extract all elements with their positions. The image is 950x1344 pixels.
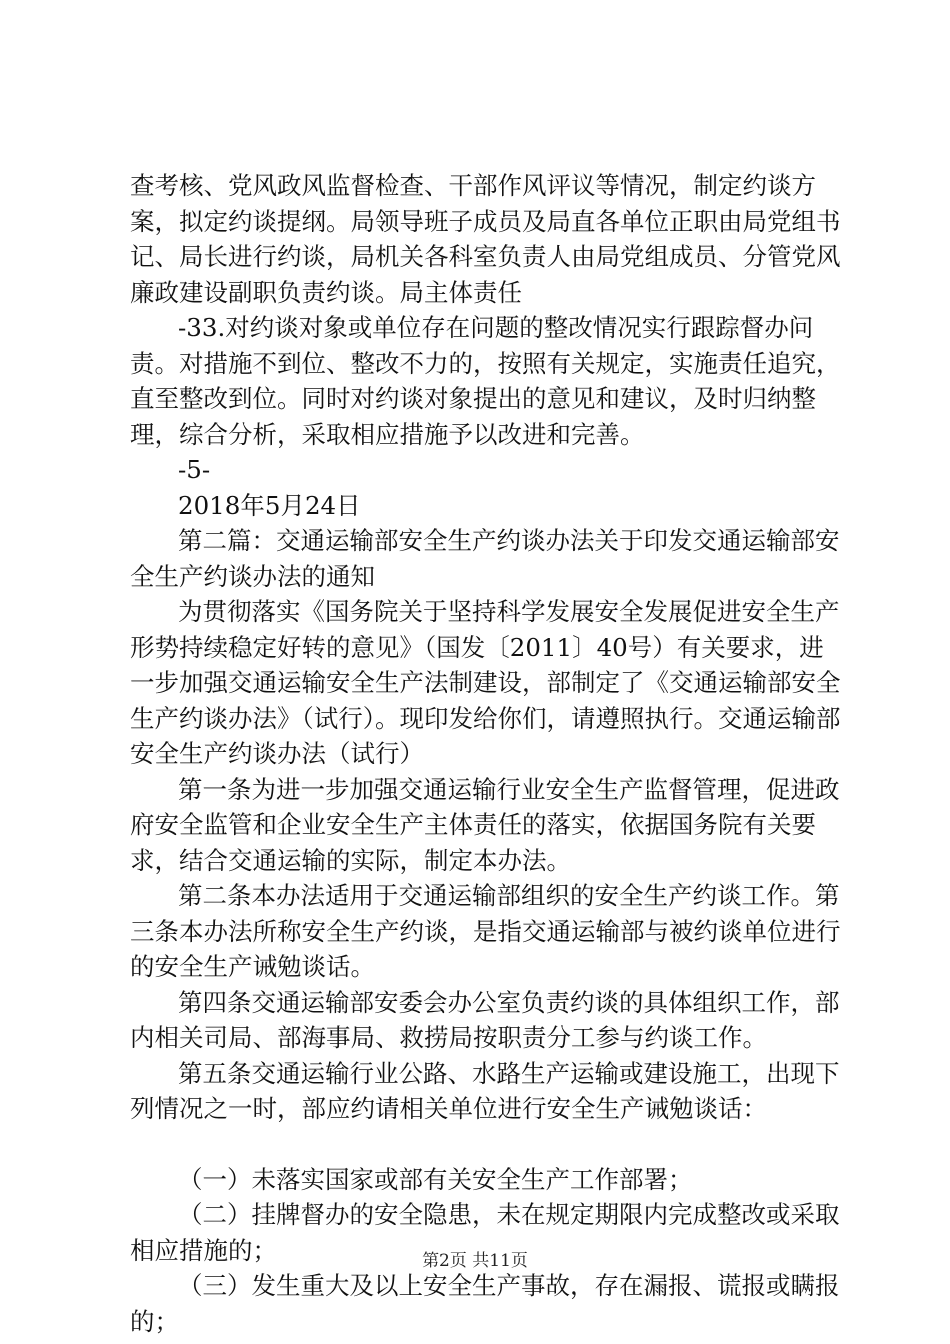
paragraph-2: -33.对约谈对象或单位存在问题的整改情况实行跟踪督办问责。对措施不到位、整改不力的，按照有关规定，实施责任追究，直至整改到位。同时对约谈对象提出的意见和建议，及时归纳整理，综合分析，采取相应措施予以改进和完善。 <box>130 313 841 449</box>
article-2-3: 第二条本办法适用于交通运输部组织的安全生产约谈工作。第三条本办法所称安全生产约谈，是指交通运输部与被约谈单位进行的安全生产诫勉谈话。 <box>130 881 841 981</box>
page-footer: 第2页 共11页 <box>422 1251 528 1271</box>
date-line: 2018年5月24日 <box>178 490 361 520</box>
document-body <box>130 168 842 1339</box>
article-4: 第四条交通运输部安委会办公室负责约谈的具体组织工作，部内相关司局、部海事局、救捞局按职责分工参与约谈工作。 <box>130 987 840 1052</box>
article-5: 第五条交通运输行业公路、水路生产运输或建设施工，出现下列情况之一时，部应约请相关单位进行安全生产诫勉谈话： <box>130 1058 840 1123</box>
article-1: 第一条为进一步加强交通运输行业安全生产监督管理，促进政府安全监管和企业安全生产主体责任的落实，依据国务院有关要求，结合交通运输的实际，制定本办法。 <box>130 774 840 875</box>
page-marker: -5- <box>178 455 211 484</box>
list-item-3: （三）发生重大及以上安全生产事故，存在漏报、谎报或瞒报的； <box>130 1271 840 1336</box>
blank-line <box>130 1127 842 1162</box>
paragraph-notice: 为贯彻落实《国务院关于坚持科学发展安全发展促进安全生产形势持续稳定好转的意见》（国发〔2011〕40号）有关要求，进一步加强交通运输安全生产法制建设，部制定了《交通运输部安全生产约谈办法》（试行）。现印发给你们，请遵照执行。交通运输部安全生产约谈办法（试行） <box>130 597 841 768</box>
paragraph-1: 查考核、党风政风监督检查、干部作风评议等情况，制定约谈方案，拟定约谈提纲。局领导班子成员及局直各单位正职由局党组书记、局长进行约谈，局机关各科室负责人由局党组成员、分管党风廉政建设副职负责约谈。局主体责任 <box>130 171 841 307</box>
list-item-1: （一）未落实国家或部有关安全生产工作部署； <box>178 1164 693 1194</box>
section-title: 第二篇：交通运输部安全生产约谈办法关于印发交通运输部安全生产约谈办法的通知 <box>130 526 840 591</box>
list-item-2: （二）挂牌督办的安全隐患，未在规定期限内完成整改或采取相应措施的； <box>130 1200 840 1265</box>
